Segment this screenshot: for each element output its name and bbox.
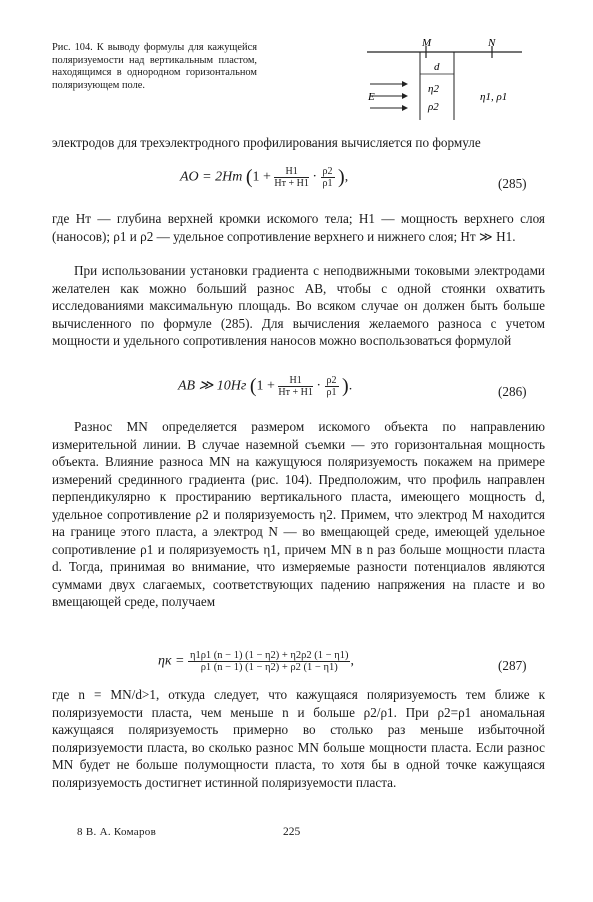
equation-number-287: (287) bbox=[498, 658, 527, 673]
eq287-frac: $\frac{\eta 1\rho 1 (n - 1) (1 - \eta 2) + \eta 2\rho 2 (1 - \eta 1)}{\rho 1 (n - 1) (1 - \eta 2) + \rho 2 (1 - \eta 1)}$ bbox=[189, 650, 349, 673]
equation-286: AB ≫ 10Hг (1 + $\frac{H1}{Hт + H1}$ · $\frac{\rho 2}{\rho 1}$ ). bbox=[178, 375, 353, 398]
footer-signature: 8 В. А. Комаров bbox=[77, 826, 157, 838]
figure-104-diagram bbox=[362, 36, 562, 124]
eq285-lhs: AO = 2Hт bbox=[180, 169, 243, 185]
eq285-frac1: $\frac{H1}{Hт + H1}$ bbox=[274, 166, 309, 189]
label-d: d bbox=[434, 61, 440, 73]
label-M: M bbox=[422, 37, 432, 49]
eq286-lhs: AB ≫ 10Hг bbox=[178, 378, 247, 394]
label-E: E bbox=[368, 91, 375, 103]
eq286-frac2: $\frac{\rho 2}{\rho 1}$ bbox=[326, 375, 337, 398]
label-eta1-rho1: η1, ρ1 bbox=[480, 91, 508, 103]
eq285-frac2: $\frac{\rho 2}{\rho 1}$ bbox=[322, 166, 333, 189]
paragraph-4: Разнос MN определяется размером искомого объекта по направлению измерительной линии. В случае наземной съемки — это горизонтальная мощность объекта. Влияние разноса MN на кажущуюся поляризуемость покажем на примере измерений срединного градиента (рис. 104). Предположим, что профиль направлен перпендикулярно к простиранию вертикального пласта, имеющего мощность d, удельное сопротивление ρ2 и поляризуемость η2. Примем, что электрод M находится на границе этого пласта, а электрод N — во вмещающей среде, имеющей удельное сопротивление ρ1 и поляризуемость η1, причем MN в n раз больше мощности пласта d. Тогда, принимая во внимание, что измеряемые разности потенциалов являются суммами двух слагаемых, соответствующих падению напряжения на пласте и во вмещающей среде, получаем bbox=[52, 419, 545, 609]
eq286-frac1: $\frac{H1}{Hт + H1}$ bbox=[278, 375, 313, 398]
equation-number-285: (285) bbox=[498, 176, 527, 191]
label-rho2: ρ2 bbox=[428, 101, 439, 113]
paragraph-3: При использовании установки градиента с неподвижными токовыми электродами желателен как можно больший разнос AB, чтобы с одной стоянки охватить исследованиями максимальную площадь. Во всяком случае он должен быть больше вычисленного по формуле (285). Для вычисления желаемого разноса с учетом мощности и удельного сопротивления наносов можно воспользоваться формулой bbox=[52, 263, 545, 348]
page-number: 225 bbox=[283, 826, 301, 838]
paragraph-1: электродов для трехэлектродного профилирования вычисляется по формуле bbox=[52, 135, 481, 150]
eq287-lhs: ηк = bbox=[158, 653, 185, 669]
label-eta2: η2 bbox=[428, 83, 439, 95]
paragraph-5: где n = MN/d>1, откуда следует, что кажущаяся поляризуемость тем ближе к поляризуемости пласта, чем меньше n и больше ρ2/ρ1. При ρ2=ρ1 аномальная кажущаяся поляризуемость примерно во столько раз меньше избыточной поляризуемости пласта, во сколько разнос MN больше мощности пласта. Если разнос MN будет не больше полумощности пласта, то хотя бы в одной точке кажущаяся поляризуемость достигнет истинной поляризуемости пласта. bbox=[52, 687, 545, 790]
equation-285: AO = 2Hт (1 + $\frac{H1}{Hт + H1}$ · $\frac{\rho 2}{\rho 1}$ ), bbox=[180, 166, 349, 189]
figure-caption: Рис. 104. К выводу формулы для кажущейся поляризуемости над вертикальным пластом, находящимся в однородном горизонтальном поляризующем поле. bbox=[52, 42, 257, 91]
equation-number-286: (286) bbox=[498, 384, 527, 399]
label-N: N bbox=[488, 37, 496, 49]
paragraph-2: где Hт — глубина верхней кромки искомого тела; H1 — мощность верхнего слоя (наносов); ρ1 и ρ2 — удельное сопротивление верхнего и нижнего слоя; Hт ≫ H1. bbox=[52, 211, 545, 244]
equation-287: ηк = $\frac{\eta 1\rho 1 (n - 1) (1 - \eta 2) + \eta 2\rho 2 (1 - \eta 1)}{\rho 1 (n - 1) (1 - \eta 2) + \rho 2 (1 - \eta 1)}$ , bbox=[158, 650, 354, 673]
